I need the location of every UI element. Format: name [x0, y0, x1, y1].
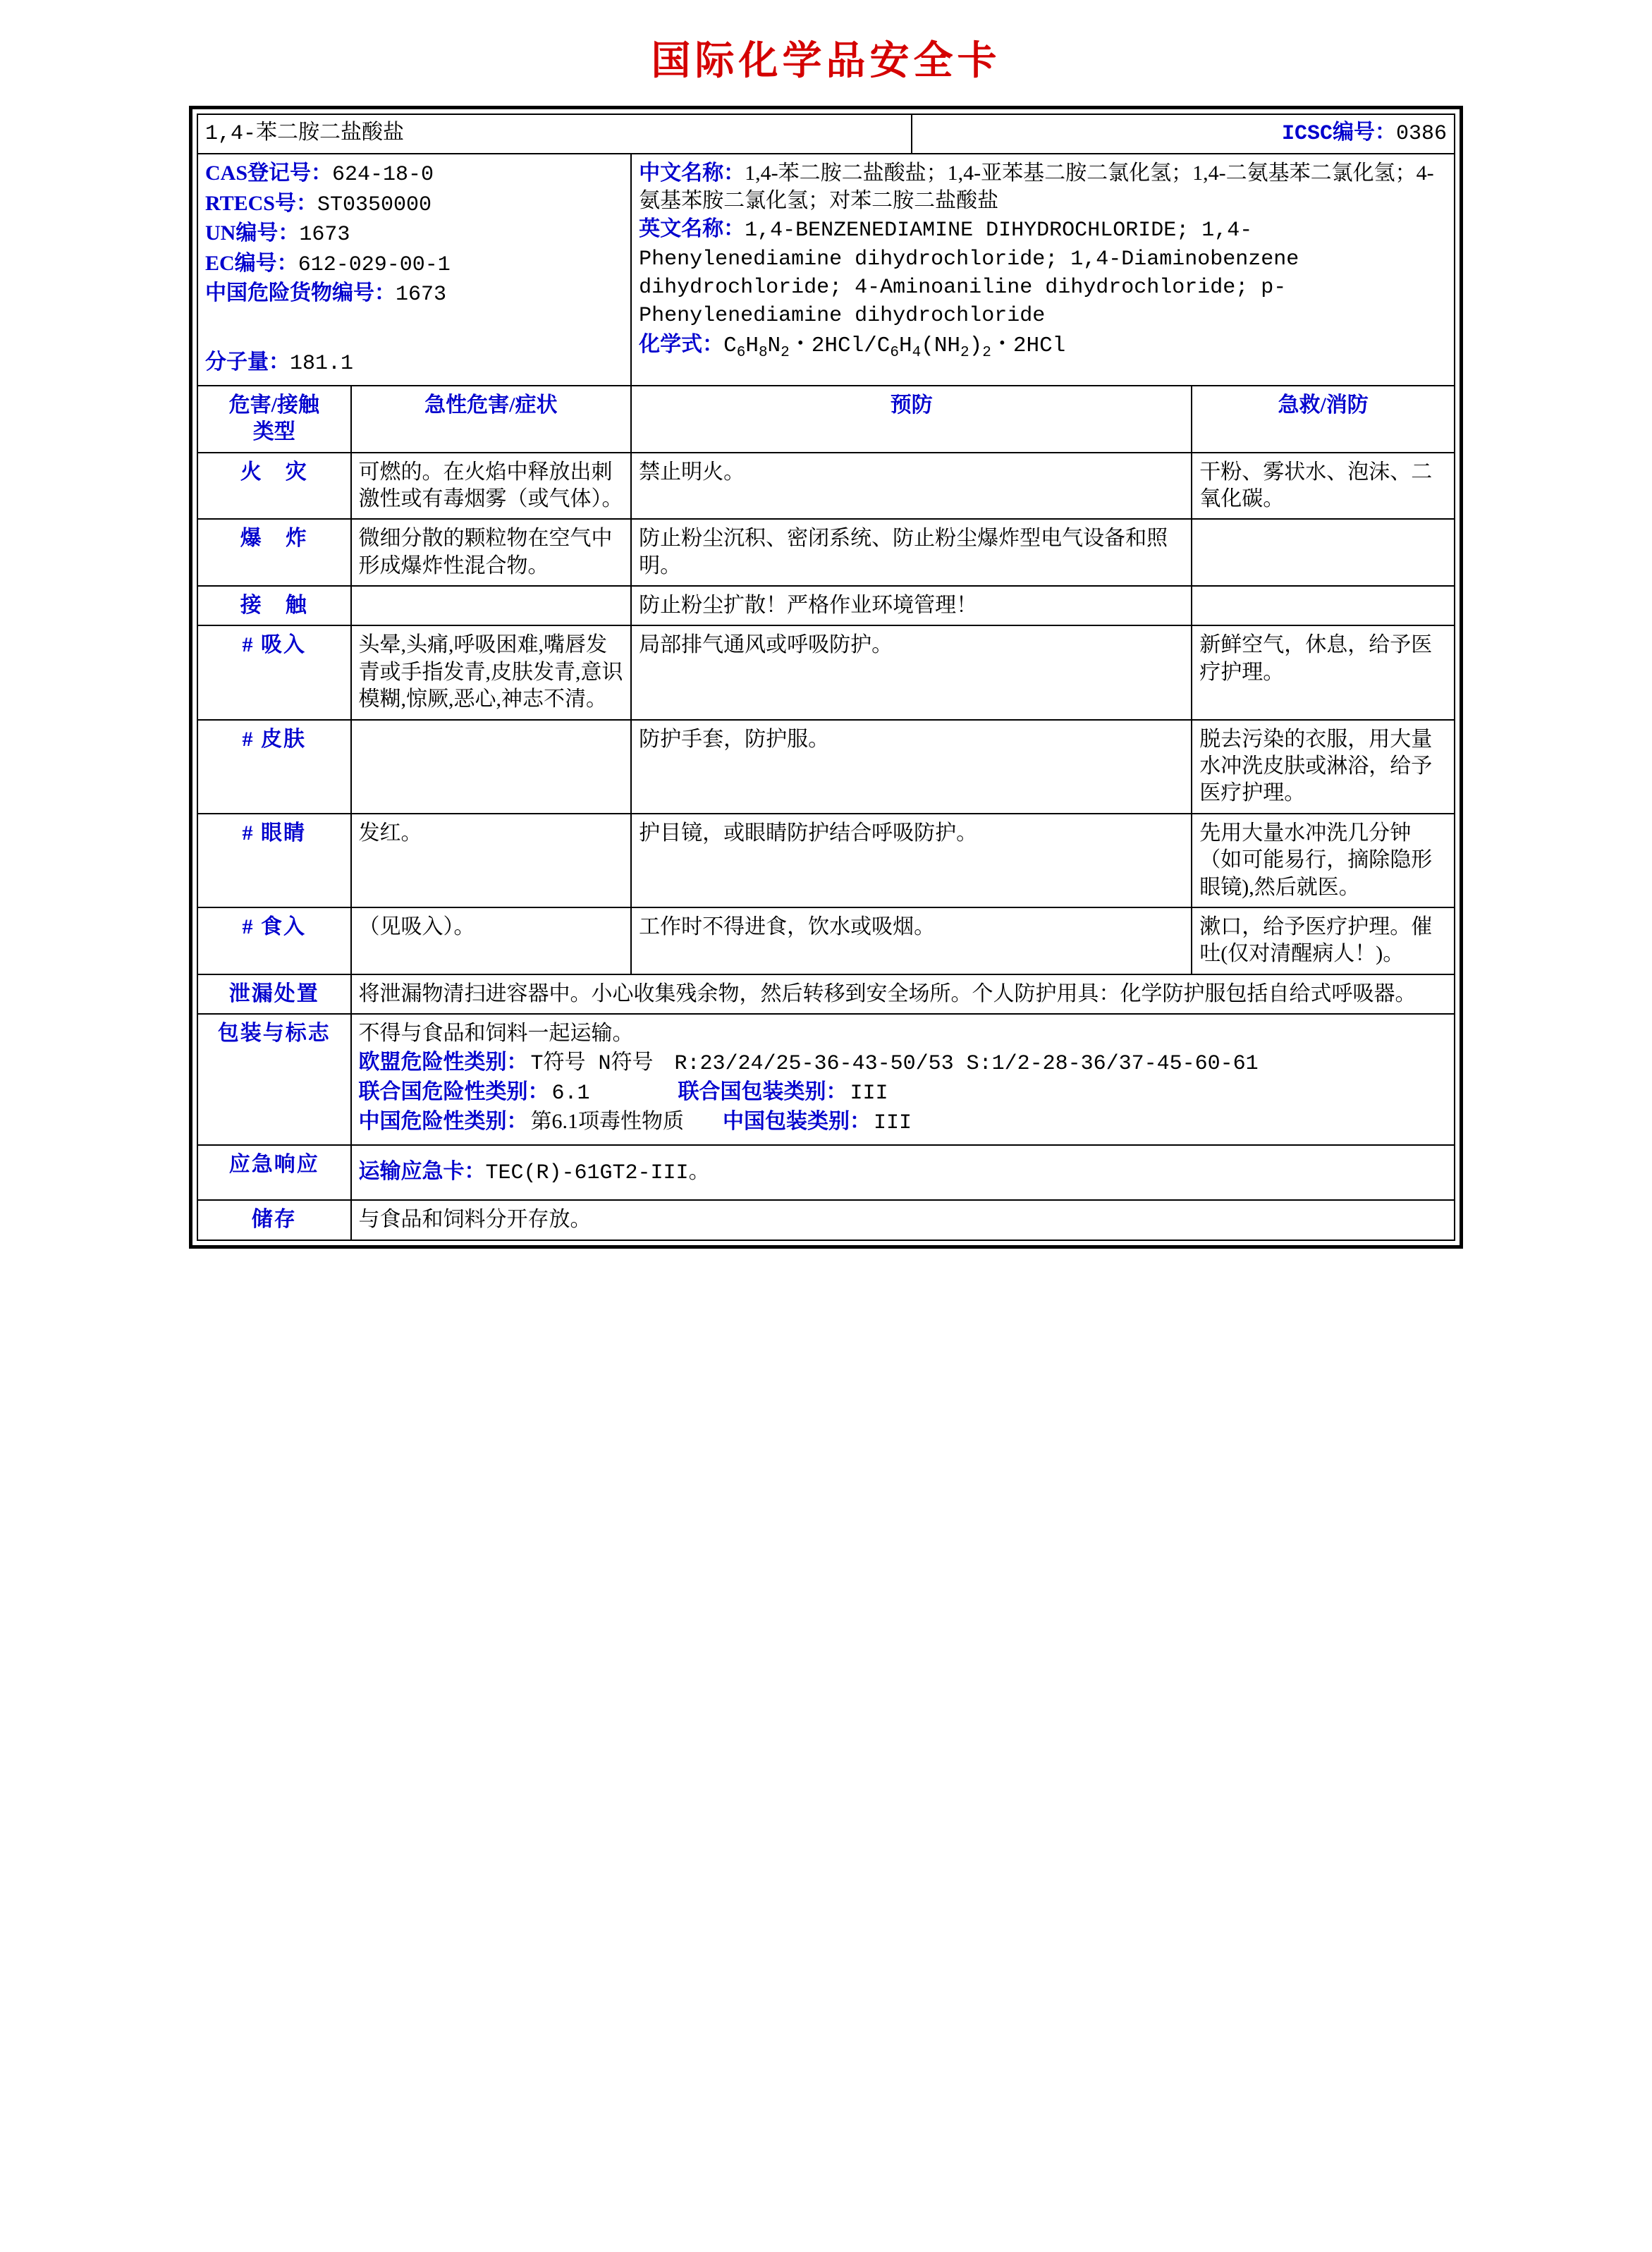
table-row [197, 519, 1455, 586]
cell-skin-acute [351, 720, 632, 814]
row-label-storage: 储存 [197, 1200, 351, 1240]
packaging-un-line [359, 1079, 1447, 1107]
table-row [197, 586, 1455, 625]
cell-ingestion-prevention: 工作时不得进食，饮水或吸烟。 [631, 907, 1192, 974]
cell-skin-firstaid: 脱去污染的衣服，用大量水冲洗皮肤或淋浴，给予医疗护理。 [1192, 720, 1455, 814]
cas-value: 624-18-0 [332, 163, 434, 188]
eu-hazard-label: 欧盟危险性类别： [358, 1050, 528, 1074]
cell-explosion-firstaid [1192, 519, 1455, 586]
col-first-aid: 急救/消防 [1192, 386, 1455, 453]
cell-fire-acute: 可燃的。在火焰中释放出刺激性或有毒烟雾（或气体）。 [351, 453, 632, 520]
packaging-cn-line [359, 1108, 1447, 1137]
cn-dangerous-goods-label: 中国危险货物编号： [205, 281, 396, 305]
cell-fire-prevention: 禁止明火。 [631, 453, 1192, 520]
row-label-explosion: 爆 炸 [197, 519, 351, 586]
table-row [197, 907, 1455, 974]
cell-explosion-acute: 微细分散的颗粒物在空气中形成爆炸性混合物。 [351, 519, 632, 586]
cn-dangerous-goods-line [205, 280, 623, 308]
identification-right [631, 154, 1455, 385]
row-label-exposure: 接 触 [197, 586, 351, 625]
row-label-fire: 火 灾 [197, 453, 351, 520]
page-title: 国际化学品安全卡 [651, 39, 1001, 83]
identification-row [197, 154, 1455, 385]
ec-value: 612-029-00-1 [298, 252, 451, 277]
table-row [197, 720, 1455, 814]
table-row [197, 814, 1455, 907]
emergency-card-line [359, 1158, 1447, 1187]
molecular-weight-label: 分子量： [205, 350, 290, 374]
packaging-transport-note: 不得与食品和饲料一起运输。 [358, 1022, 634, 1046]
card-header-row [197, 114, 1455, 154]
icsc-card [189, 106, 1463, 1249]
table-row [197, 453, 1455, 520]
packaging-row [197, 1014, 1455, 1145]
row-label-packaging: 包装与标志 [197, 1014, 351, 1145]
cell-spill-text: 将泄漏物清扫进容器中。小心收集残余物，然后转移到安全场所。个人防护用具：化学防护服包括自给式呼吸器。 [351, 974, 1455, 1014]
cn-dangerous-goods-value: 1673 [396, 282, 447, 307]
un-hazard-class-value: 6.1 [551, 1081, 590, 1106]
col-hazard-type [197, 386, 351, 453]
cell-exposure-prevention: 防止粉尘扩散！严格作业环境管理！ [631, 586, 1192, 625]
row-label-skin: # 皮肤 [197, 720, 351, 814]
molecular-weight-line [205, 349, 623, 377]
col-acute-hazards: 急性危害/症状 [351, 386, 632, 453]
cell-skin-prevention: 防护手套，防护服。 [631, 720, 1192, 814]
un-line [205, 220, 623, 248]
cell-eyes-prevention: 护目镜，或眼睛防护结合呼吸防护。 [631, 814, 1192, 907]
storage-row [197, 1200, 1455, 1240]
table-row [197, 625, 1455, 719]
cn-packing-group-label: 中国包装类别： [723, 1110, 871, 1134]
un-packing-group-value: III [850, 1081, 888, 1106]
spill-row [197, 974, 1455, 1014]
ec-label: EC编号： [205, 251, 298, 275]
molecular-weight-value: 181.1 [290, 352, 354, 377]
chinese-name-line [639, 160, 1447, 214]
cn-packing-group-value: III [874, 1111, 912, 1136]
icsc-number: 0386 [1395, 122, 1447, 146]
substance-name: 1,4-苯二胺二盐酸盐 [197, 114, 912, 154]
cell-emergency [351, 1145, 1455, 1200]
cell-ingestion-acute: （见吸入）。 [351, 907, 632, 974]
row-label-inhalation: # 吸入 [197, 625, 351, 719]
english-name-line [639, 216, 1447, 330]
emergency-card-value: TEC(R)-61GT2-III。 [485, 1161, 710, 1185]
cell-fire-firstaid: 干粉、雾状水、泡沫、二氧化碳。 [1192, 453, 1455, 520]
cell-inhalation-acute: 头晕,头痛,呼吸困难,嘴唇发青或手指发青,皮肤发青,意识模糊,惊厥,恶心,神志不清。 [351, 625, 632, 719]
row-label-eyes: # 眼睛 [197, 814, 351, 907]
hazard-table-header [197, 386, 1455, 453]
chinese-name-label: 中文名称： [639, 161, 745, 185]
cn-hazard-class-value: 第6.1项毒性物质 [530, 1110, 685, 1134]
emergency-row [197, 1145, 1455, 1200]
chinese-name-value: 1,4-苯二胺二盐酸盐；1,4-亚苯基二胺二氯化氢；1,4-二氨基苯二氯化氢；4-氨基苯胺二氯化氢；对苯二胺二盐酸盐 [639, 161, 1434, 212]
cell-packaging [351, 1014, 1455, 1145]
cell-inhalation-prevention: 局部排气通风或呼吸防护。 [631, 625, 1192, 719]
cell-explosion-prevention: 防止粉尘沉积、密闭系统、防止粉尘爆炸型电气设备和照明。 [631, 519, 1192, 586]
icsc-number-cell [912, 114, 1455, 154]
cell-eyes-firstaid: 先用大量水冲洗几分钟（如可能易行，摘除隐形眼镜),然后就医。 [1192, 814, 1455, 907]
rtecs-value: ST0350000 [317, 192, 432, 217]
row-label-emergency: 应急响应 [197, 1145, 351, 1200]
identification-left [197, 154, 631, 385]
formula-value: $C_6H_8N_2$・$2HCl/C_6H_4(NH_2)_2$・2HCl [723, 333, 1066, 361]
un-packing-group-label: 联合国包装类别： [678, 1079, 848, 1103]
col-hazard-type-line2: 类型 [252, 420, 295, 444]
formula-label: 化学式： [639, 332, 724, 356]
cell-ingestion-firstaid: 漱口，给予医疗护理。催吐(仅对清醒病人！)。 [1192, 907, 1455, 974]
ec-line [205, 250, 623, 279]
cas-label: CAS登记号： [205, 161, 333, 185]
un-hazard-class-label: 联合国危险性类别： [358, 1079, 549, 1103]
english-name-label: 英文名称： [639, 217, 745, 241]
cell-exposure-firstaid [1192, 586, 1455, 625]
emergency-card-label: 运输应急卡： [358, 1159, 486, 1183]
cell-eyes-acute: 发红。 [351, 814, 632, 907]
row-label-ingestion: # 食入 [197, 907, 351, 974]
un-value: 1673 [299, 223, 350, 247]
cell-exposure-acute [351, 586, 632, 625]
icsc-table [197, 114, 1455, 1241]
formula-line [639, 331, 1447, 363]
cn-hazard-class-label: 中国危险性类别： [358, 1110, 528, 1134]
col-prevention: 预防 [631, 386, 1192, 453]
eu-hazard-value: T符号 N符号 R:23/24/25-36-43-50/53 S:1/2-28-36/37-45-60-61 [530, 1051, 1259, 1076]
col-hazard-type-line1: 危害/接触 [228, 393, 319, 417]
un-label: UN编号： [205, 221, 300, 245]
rtecs-line [205, 190, 623, 219]
row-label-spill: 泄漏处置 [197, 974, 351, 1014]
packaging-eu-line [359, 1049, 1447, 1077]
cell-inhalation-firstaid: 新鲜空气，休息，给予医疗护理。 [1192, 625, 1455, 719]
english-name-value: 1,4-BENZENEDIAMINE DIHYDROCHLORIDE; 1,4-Phenylenediamine dihydrochloride; 1,4-Diaminobenzene dihydrochloride; 4-Aminoaniline dihydrochloride; p-Phenylenediamine dihydrochloride [639, 219, 1299, 329]
icsc-label: ICSC编号： [1281, 122, 1396, 146]
rtecs-label: RTECS号： [205, 191, 317, 215]
cell-storage-text: 与食品和饲料分开存放。 [351, 1200, 1455, 1240]
cas-line [205, 160, 623, 188]
